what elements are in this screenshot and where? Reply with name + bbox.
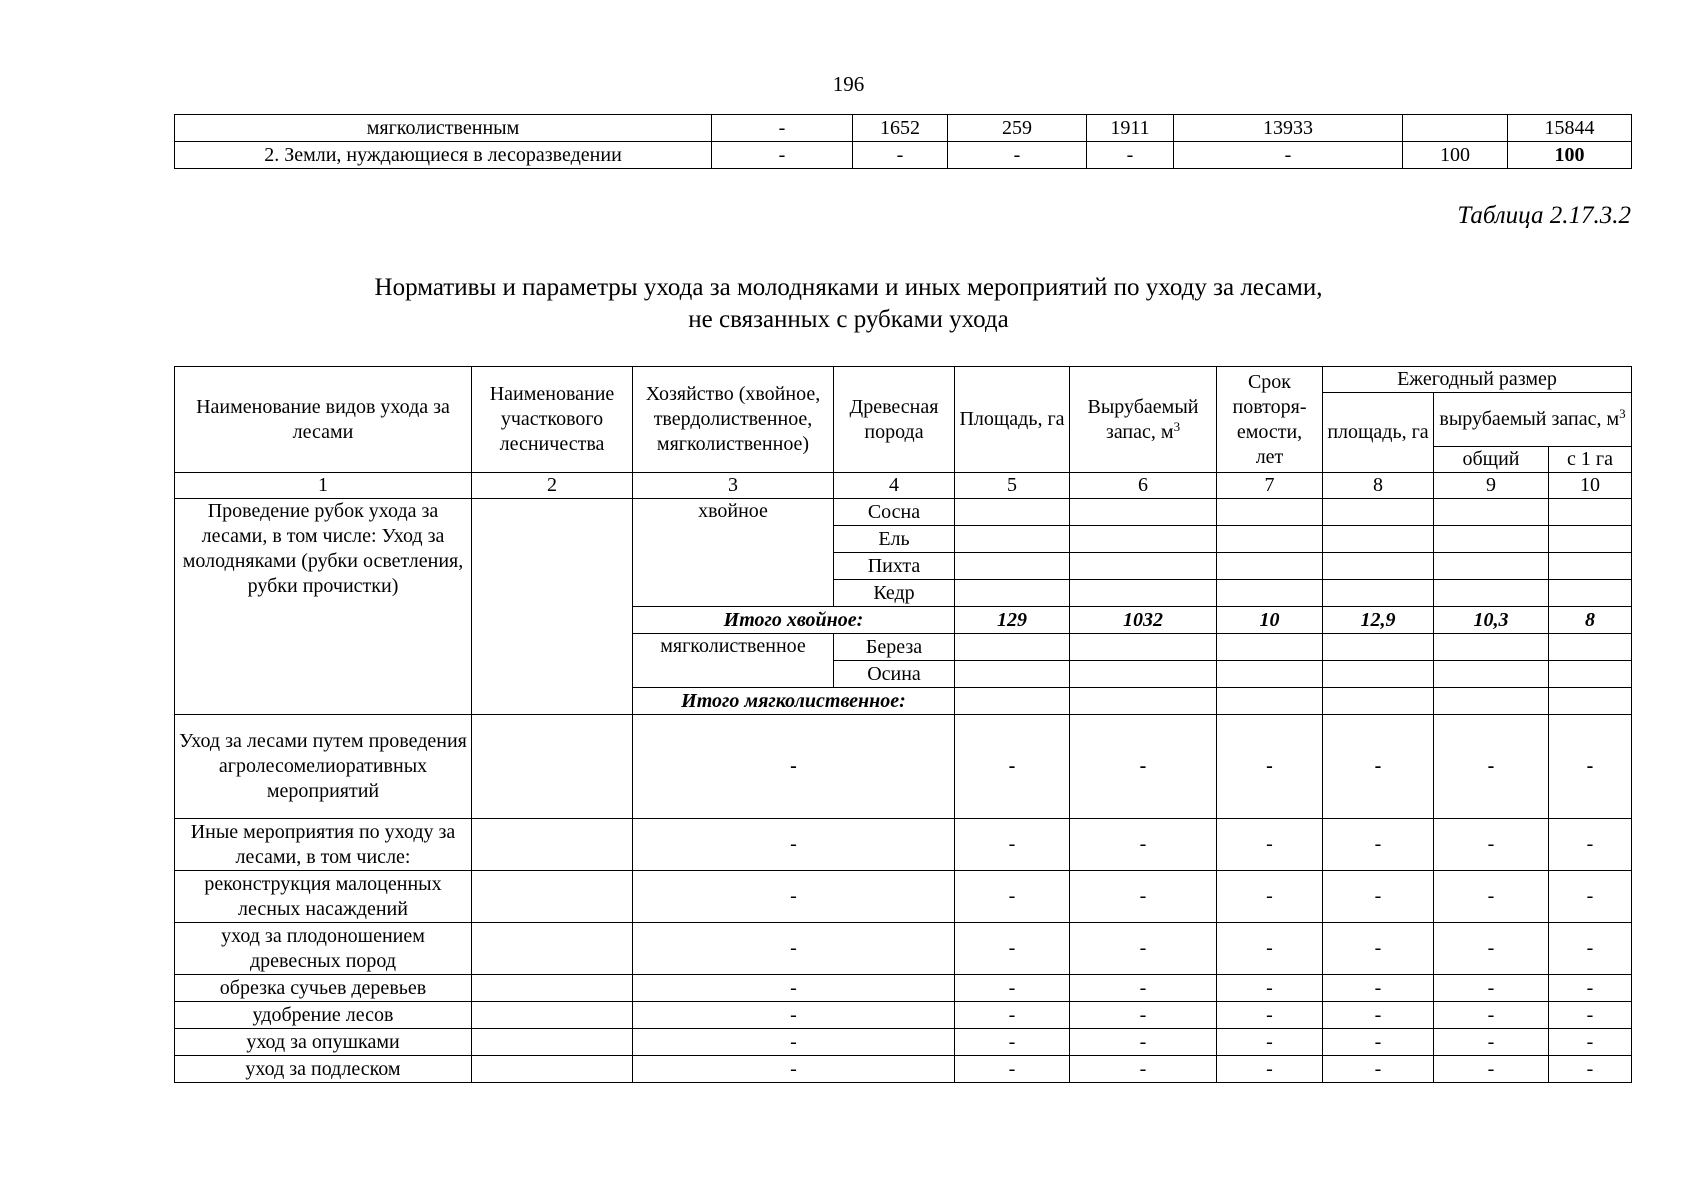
activity-name: реконструкция малоценных лесных насаждений: [175, 871, 472, 923]
cell: [1549, 688, 1632, 715]
subtotal-value: 12,9: [1323, 607, 1434, 634]
value-cell: -: [955, 1002, 1070, 1029]
value-cell: -: [1217, 923, 1323, 975]
value-cell: -: [633, 975, 955, 1002]
value-cell: -: [1434, 1029, 1549, 1056]
cell: [1323, 499, 1434, 526]
cell: [955, 688, 1070, 715]
table-row: [175, 871, 1632, 923]
cell: 1652: [853, 115, 948, 142]
value-cell: -: [633, 819, 955, 871]
header-cell: общий: [1434, 447, 1549, 473]
cell-total: 100: [1508, 142, 1632, 169]
value-cell: -: [1070, 819, 1217, 871]
value-cell: -: [1549, 819, 1632, 871]
species: Осина: [834, 661, 955, 688]
header-cell: Наименование видов ухода за лесами: [175, 367, 472, 473]
cell: [1434, 580, 1549, 607]
value-cell: -: [955, 1029, 1070, 1056]
table-row: [175, 115, 1632, 142]
value-cell: -: [955, 1056, 1070, 1083]
activity-name: Уход за лесами путем проведения агролесомелиоративных мероприятий: [175, 715, 472, 819]
species: Пихта: [834, 553, 955, 580]
superscript: 3: [1173, 418, 1181, 434]
table-row: [175, 499, 1632, 526]
activity-name: уход за опушками: [175, 1029, 472, 1056]
value-cell: -: [1323, 1056, 1434, 1083]
value-cell: -: [1323, 1029, 1434, 1056]
cell: -: [712, 142, 853, 169]
header-text: Вырубаемый запас, м: [1087, 395, 1199, 443]
cell: 15844: [1508, 115, 1632, 142]
value-cell: -: [1070, 1002, 1217, 1029]
cell: -: [1174, 142, 1403, 169]
value-cell: -: [955, 923, 1070, 975]
cell: [1070, 499, 1217, 526]
value-cell: -: [633, 1056, 955, 1083]
activity-name: обрезка сучьев деревьев: [175, 975, 472, 1002]
value-cell: -: [633, 1002, 955, 1029]
cell: [1549, 634, 1632, 661]
species: Кедр: [834, 580, 955, 607]
header-cell: [1434, 393, 1632, 447]
value-cell: -: [1323, 923, 1434, 975]
value-cell: -: [1434, 819, 1549, 871]
column-number: 2: [472, 473, 633, 499]
cell: [1323, 580, 1434, 607]
cell: [955, 499, 1070, 526]
cell: [1217, 634, 1323, 661]
value-cell: -: [955, 819, 1070, 871]
value-cell: -: [1549, 871, 1632, 923]
cell: [955, 661, 1070, 688]
value-cell: -: [1323, 1002, 1434, 1029]
value-cell: -: [1323, 819, 1434, 871]
header-cell: Хозяйство (хвойное, твердолиственное, мягколиственное): [633, 367, 834, 473]
cell: [1549, 499, 1632, 526]
species: Сосна: [834, 499, 955, 526]
column-number: 1: [175, 473, 472, 499]
activity-name: удобрение лесов: [175, 1002, 472, 1029]
cell: [472, 819, 633, 871]
value-cell: -: [955, 975, 1070, 1002]
column-number: 4: [834, 473, 955, 499]
header-cell: Ежегодный размер: [1323, 367, 1632, 393]
cell: [1434, 499, 1549, 526]
header-cell: Наименование участкового лесничества: [472, 367, 633, 473]
value-cell: -: [1217, 1029, 1323, 1056]
value-cell: -: [1549, 715, 1632, 819]
value-cell: -: [1070, 975, 1217, 1002]
table-row: [175, 923, 1632, 975]
value-cell: -: [1323, 715, 1434, 819]
value-cell: -: [1434, 1056, 1549, 1083]
cell: -: [712, 115, 853, 142]
header-cell: с 1 га: [1549, 447, 1632, 473]
value-cell: -: [1217, 975, 1323, 1002]
header-text: вырубаемый запас, м: [1439, 408, 1620, 430]
value-cell: -: [1434, 871, 1549, 923]
value-cell: -: [955, 871, 1070, 923]
header-cell: [1070, 367, 1217, 473]
value-cell: -: [1070, 715, 1217, 819]
column-number: 10: [1549, 473, 1632, 499]
table-row: [175, 142, 1632, 169]
cell: [955, 634, 1070, 661]
value-cell: -: [1549, 923, 1632, 975]
table-row: [175, 975, 1632, 1002]
cell: [1549, 661, 1632, 688]
activity-name: уход за подлеском: [175, 1056, 472, 1083]
cell: 13933: [1174, 115, 1403, 142]
header-cell: Площадь, га: [955, 367, 1070, 473]
cell: [472, 1002, 633, 1029]
value-cell: -: [1217, 715, 1323, 819]
table-title: [0, 272, 1697, 336]
cell: [1434, 661, 1549, 688]
table-row: [175, 1002, 1632, 1029]
cell: [1403, 115, 1508, 142]
column-number: 9: [1434, 473, 1549, 499]
cell: [1323, 526, 1434, 553]
value-cell: -: [1549, 1002, 1632, 1029]
cell: [1070, 634, 1217, 661]
cell: -: [948, 142, 1087, 169]
value-cell: -: [1434, 923, 1549, 975]
cell: 100: [1403, 142, 1508, 169]
value-cell: -: [1323, 975, 1434, 1002]
header-row: [175, 367, 1632, 393]
header-cell: Древесная порода: [834, 367, 955, 473]
column-number: 7: [1217, 473, 1323, 499]
cell: [1070, 553, 1217, 580]
cell: [1549, 580, 1632, 607]
cell: [472, 923, 633, 975]
column-number: 6: [1070, 473, 1217, 499]
cell: [1434, 688, 1549, 715]
table-row: [175, 1029, 1632, 1056]
cell: [955, 526, 1070, 553]
subtotal-value: 10: [1217, 607, 1323, 634]
value-cell: -: [1070, 1029, 1217, 1056]
table-row: [175, 1056, 1632, 1083]
value-cell: -: [1217, 1002, 1323, 1029]
cell: [472, 975, 633, 1002]
cell: [1217, 661, 1323, 688]
column-number: 3: [633, 473, 834, 499]
cell: мягколиственным: [175, 115, 712, 142]
economy-type: хвойное: [633, 499, 834, 607]
cell: [472, 1029, 633, 1056]
cell: [1323, 661, 1434, 688]
value-cell: -: [633, 715, 955, 819]
economy-type: мягколиственное: [633, 634, 834, 688]
cell: [1323, 634, 1434, 661]
title-line: не связанных с рубками ухода: [688, 306, 1009, 333]
table-caption: Таблица 2.17.3.2: [1457, 202, 1631, 229]
cell: 2. Земли, нуждающиеся в лесоразведении: [175, 142, 712, 169]
value-cell: -: [633, 923, 955, 975]
value-cell: -: [1434, 975, 1549, 1002]
header-cell: Срок повторя-емости, лет: [1217, 367, 1323, 473]
cell: [1217, 526, 1323, 553]
main-table: [174, 366, 1632, 1083]
cell: 259: [948, 115, 1087, 142]
cell: [472, 499, 633, 715]
cell: [1434, 634, 1549, 661]
subtotal-value: 129: [955, 607, 1070, 634]
subtotal-value: 1032: [1070, 607, 1217, 634]
cell: [1070, 661, 1217, 688]
cell: [1070, 580, 1217, 607]
cell: [472, 715, 633, 819]
cell: [1217, 688, 1323, 715]
table-row: [175, 819, 1632, 871]
activity-name: уход за плодоношением древесных пород: [175, 923, 472, 975]
column-number-row: [175, 473, 1632, 499]
value-cell: -: [1217, 819, 1323, 871]
cell: [1549, 526, 1632, 553]
cell: [1217, 499, 1323, 526]
cell: [472, 871, 633, 923]
value-cell: -: [1434, 1002, 1549, 1029]
page-number: 196: [832, 72, 865, 96]
activity-name: Проведение рубок ухода за лесами, в том числе: Уход за молодняками (рубки осветления, рубки прочистки): [175, 499, 472, 715]
cell: [1070, 688, 1217, 715]
value-cell: -: [1323, 871, 1434, 923]
value-cell: -: [1070, 1056, 1217, 1083]
value-cell: -: [1434, 715, 1549, 819]
column-number: 5: [955, 473, 1070, 499]
subtotal-value: 8: [1549, 607, 1632, 634]
species: Ель: [834, 526, 955, 553]
superscript: 3: [1619, 406, 1626, 421]
value-cell: -: [633, 1029, 955, 1056]
value-cell: -: [1549, 975, 1632, 1002]
column-number: 8: [1323, 473, 1434, 499]
cell: [472, 1056, 633, 1083]
species: Береза: [834, 634, 955, 661]
cell: [1323, 688, 1434, 715]
cell: [1217, 580, 1323, 607]
value-cell: -: [633, 871, 955, 923]
value-cell: -: [1070, 923, 1217, 975]
cell: [1070, 526, 1217, 553]
cell: [1217, 553, 1323, 580]
cell: [955, 580, 1070, 607]
activity-name: Иные мероприятия по уходу за лесами, в том числе:: [175, 819, 472, 871]
subtotal-label: Итого хвойное:: [633, 607, 955, 634]
cell: [955, 553, 1070, 580]
value-cell: -: [1217, 1056, 1323, 1083]
value-cell: -: [1549, 1029, 1632, 1056]
previous-table-continuation: [174, 114, 1632, 169]
title-line: Нормативы и параметры ухода за молодняками и иных мероприятий по уходу за лесами,: [374, 274, 1323, 301]
subtotal-value: 10,3: [1434, 607, 1549, 634]
table-row: [175, 715, 1632, 819]
cell: 1911: [1087, 115, 1174, 142]
header-cell: площадь, га: [1323, 393, 1434, 473]
cell: [1434, 526, 1549, 553]
cell: [1434, 553, 1549, 580]
subtotal-label: Итого мягколиственное:: [633, 688, 955, 715]
cell: [1323, 553, 1434, 580]
cell: [1549, 553, 1632, 580]
value-cell: -: [955, 715, 1070, 819]
value-cell: -: [1549, 1056, 1632, 1083]
value-cell: -: [1217, 871, 1323, 923]
value-cell: -: [1070, 871, 1217, 923]
cell: -: [1087, 142, 1174, 169]
cell: -: [853, 142, 948, 169]
